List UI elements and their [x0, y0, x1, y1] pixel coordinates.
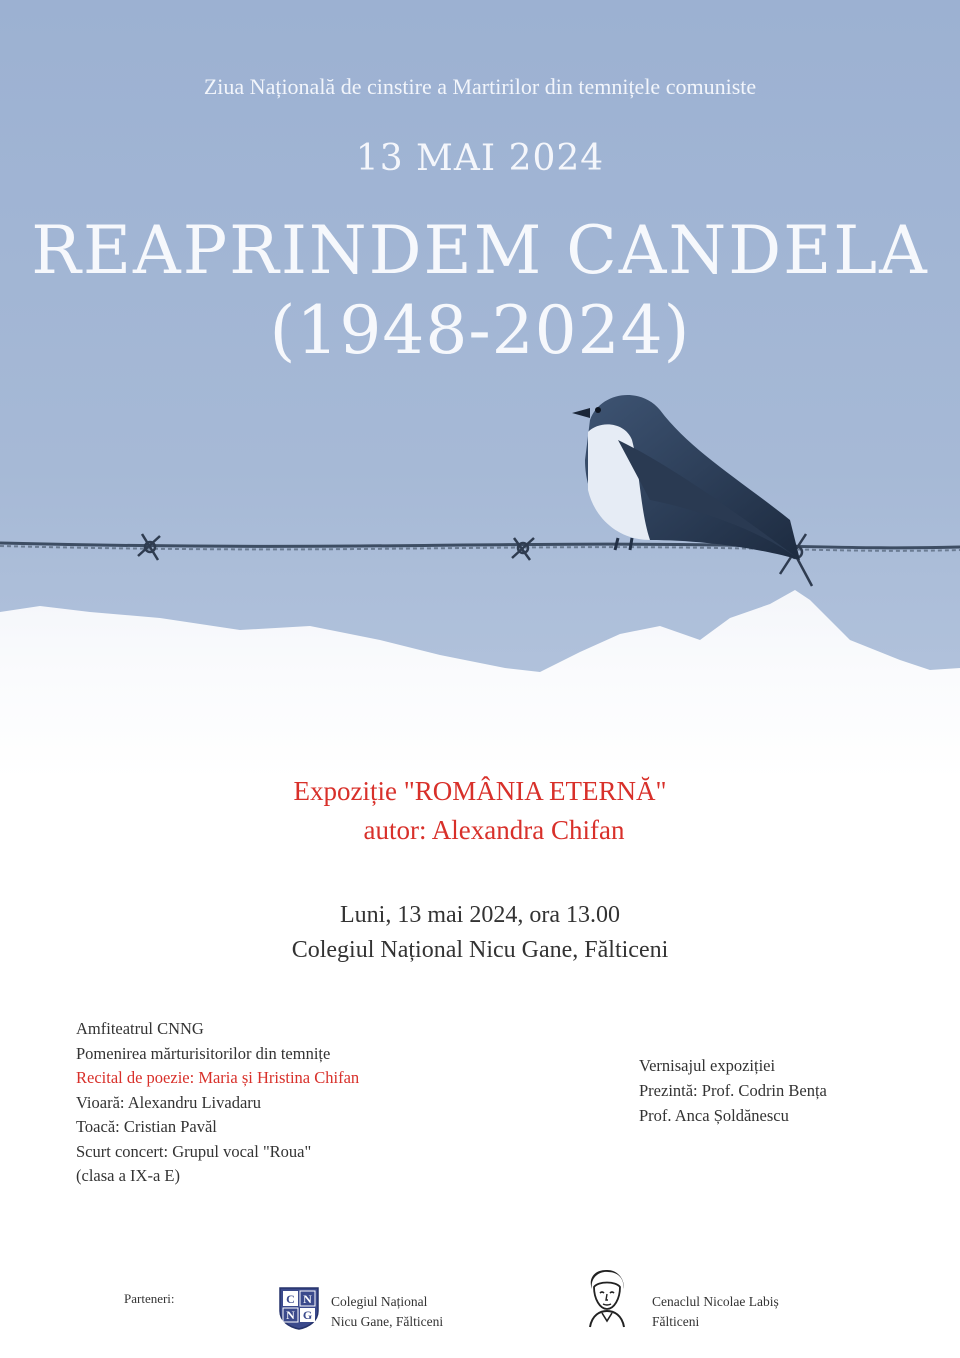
partner-labis-line1: Cenaclul Nicolae Labiș — [652, 1294, 779, 1309]
vernisaj-item: Vernisajul expoziției — [639, 1056, 776, 1075]
exhibition-author: autor: Alexandra Chifan — [363, 815, 625, 845]
cnng-logo-letter: N — [286, 1308, 295, 1322]
partner-labis-line2: Fălticeni — [652, 1314, 700, 1329]
partner-labis — [652, 1292, 779, 1332]
program-item: (clasa a IX-a E) — [76, 1166, 180, 1185]
event-date-heading: 13 MAI 2024 — [355, 138, 605, 179]
main-title: REAPRINDEM CANDELA — [31, 212, 929, 289]
vernisaj-item: Prof. Anca Șoldănescu — [639, 1106, 789, 1125]
main-title-years: (1948-2024) — [269, 292, 691, 369]
event-datetime: Luni, 13 mai 2024, ora 13.00 — [340, 902, 620, 928]
event-subtitle: Ziua Națională de cinstire a Martirilor din temnițele comuniste — [203, 74, 757, 99]
program-item: Vioară: Alexandru Livadaru — [76, 1092, 262, 1112]
program-item-highlight: Recital de poezie: Maria și Hristina Chifan — [76, 1068, 360, 1087]
labis-portrait-logo — [582, 1267, 632, 1329]
vernisaj-item: Prezintă: Prof. Codrin Bența — [639, 1081, 827, 1100]
cnng-logo — [276, 1285, 322, 1331]
partner-cnng-line1: Colegiul Național — [331, 1294, 428, 1309]
vernisaj-list — [639, 1053, 827, 1128]
partner-cnng — [331, 1292, 443, 1332]
partner-cnng-line2: Nicu Gane, Fălticeni — [331, 1314, 444, 1329]
program-item: Scurt concert: Grupul vocal "Roua" — [76, 1141, 312, 1161]
exhibition-name: Expoziție "ROMÂNIA ETERNĂ" — [293, 776, 667, 806]
program-list — [76, 1017, 359, 1189]
cnng-logo-letter: C — [286, 1292, 295, 1306]
cnng-logo-letter: N — [303, 1292, 312, 1306]
event-location: Colegiul Național Nicu Gane, Fălticeni — [291, 937, 669, 963]
program-item: Toacă: Cristian Pavăl — [76, 1117, 217, 1136]
cnng-logo-letter: G — [302, 1308, 313, 1322]
partners-label: Parteneri: — [124, 1291, 175, 1306]
program-item: Amfiteatrul CNNG — [76, 1019, 204, 1038]
program-item: Pomenirea mărturisitorilor din temnițe — [76, 1043, 331, 1063]
